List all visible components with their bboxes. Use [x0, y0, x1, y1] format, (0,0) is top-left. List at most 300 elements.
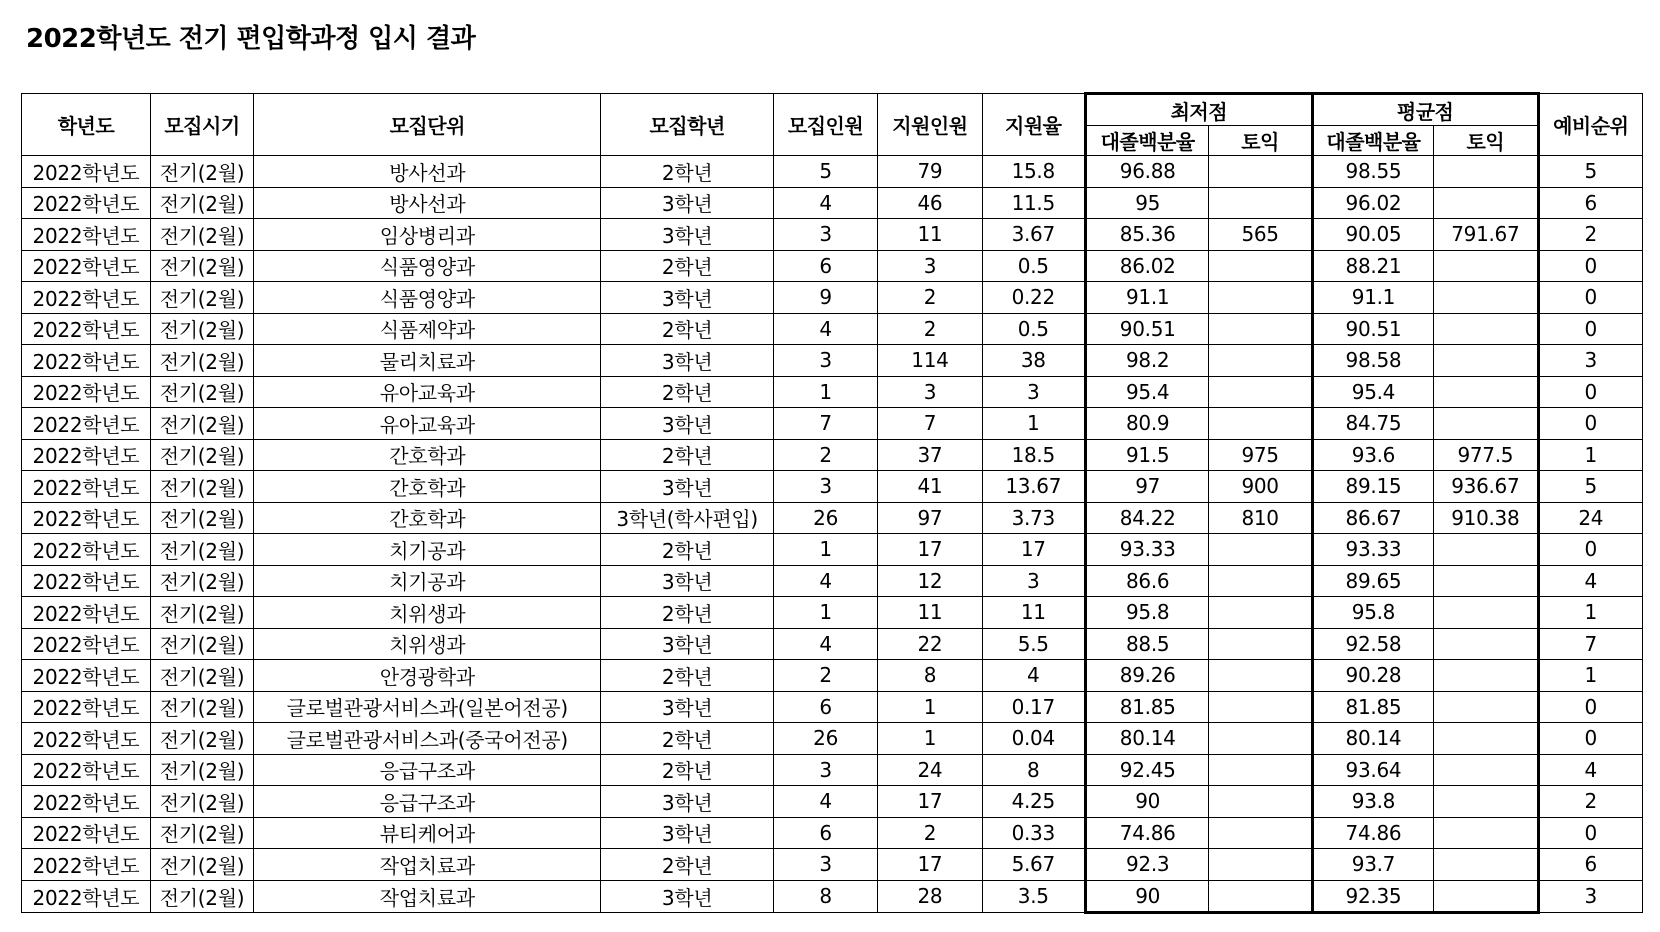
cell-reserve: 0	[1538, 250, 1643, 282]
table-row	[22, 282, 1643, 314]
cell-grade: 3학년	[601, 219, 774, 251]
cell-period: 전기(2월)	[150, 628, 253, 660]
cell-avg-toeic	[1434, 786, 1538, 818]
cell-quota: 4	[773, 628, 877, 660]
cell-grade: 2학년	[601, 723, 774, 755]
cell-min-gpa: 91.1	[1085, 282, 1209, 314]
cell-year: 2022학년도	[22, 376, 151, 408]
cell-quota: 4	[773, 187, 877, 219]
cell-min-gpa: 95.8	[1085, 597, 1209, 629]
cell-avg-toeic	[1434, 313, 1538, 345]
header-avg-score: 평균점	[1312, 94, 1538, 126]
cell-applicants: 2	[878, 282, 982, 314]
cell-min-toeic	[1209, 250, 1312, 282]
cell-applicants: 37	[878, 439, 982, 471]
cell-min-toeic: 900	[1209, 471, 1312, 503]
header-period: 모집시기	[150, 94, 253, 156]
table-row	[22, 534, 1643, 566]
cell-avg-gpa: 93.64	[1312, 754, 1433, 786]
cell-unit: 식품제약과	[254, 313, 601, 345]
cell-unit: 식품영양과	[254, 250, 601, 282]
cell-rate: 8	[982, 754, 1085, 786]
cell-grade: 3학년	[601, 565, 774, 597]
cell-year: 2022학년도	[22, 502, 151, 534]
cell-applicants: 17	[878, 534, 982, 566]
cell-rate: 4	[982, 660, 1085, 692]
cell-unit: 작업치료과	[254, 849, 601, 881]
cell-grade: 3학년	[601, 187, 774, 219]
cell-min-gpa: 96.88	[1085, 156, 1209, 188]
cell-applicants: 1	[878, 723, 982, 755]
cell-reserve: 0	[1538, 313, 1643, 345]
cell-period: 전기(2월)	[150, 817, 253, 849]
cell-min-toeic	[1209, 880, 1312, 913]
table-row	[22, 754, 1643, 786]
cell-unit: 식품영양과	[254, 282, 601, 314]
cell-avg-gpa: 90.51	[1312, 313, 1433, 345]
cell-min-gpa: 86.02	[1085, 250, 1209, 282]
cell-rate: 0.5	[982, 250, 1085, 282]
table-row	[22, 345, 1643, 377]
cell-grade: 2학년	[601, 849, 774, 881]
cell-quota: 3	[773, 849, 877, 881]
cell-grade: 2학년	[601, 313, 774, 345]
cell-min-toeic	[1209, 723, 1312, 755]
header-grade: 모집학년	[601, 94, 774, 156]
cell-avg-toeic	[1434, 880, 1538, 913]
cell-reserve: 7	[1538, 628, 1643, 660]
cell-applicants: 79	[878, 156, 982, 188]
cell-reserve: 3	[1538, 345, 1643, 377]
cell-avg-gpa: 91.1	[1312, 282, 1433, 314]
cell-rate: 13.67	[982, 471, 1085, 503]
cell-avg-toeic: 910.38	[1434, 502, 1538, 534]
cell-min-gpa: 90	[1085, 880, 1209, 913]
cell-avg-toeic	[1434, 597, 1538, 629]
cell-avg-gpa: 95.8	[1312, 597, 1433, 629]
cell-avg-toeic	[1434, 565, 1538, 597]
table-row	[22, 660, 1643, 692]
cell-grade: 2학년	[601, 534, 774, 566]
cell-applicants: 8	[878, 660, 982, 692]
cell-period: 전기(2월)	[150, 471, 253, 503]
cell-avg-gpa: 81.85	[1312, 691, 1433, 723]
cell-avg-toeic	[1434, 723, 1538, 755]
cell-min-toeic	[1209, 691, 1312, 723]
cell-period: 전기(2월)	[150, 880, 253, 913]
cell-rate: 4.25	[982, 786, 1085, 818]
cell-min-gpa: 84.22	[1085, 502, 1209, 534]
cell-reserve: 3	[1538, 880, 1643, 913]
cell-quota: 4	[773, 313, 877, 345]
cell-unit: 작업치료과	[254, 880, 601, 913]
table-row	[22, 849, 1643, 881]
cell-reserve: 1	[1538, 660, 1643, 692]
cell-rate: 0.5	[982, 313, 1085, 345]
cell-avg-toeic	[1434, 187, 1538, 219]
cell-year: 2022학년도	[22, 786, 151, 818]
cell-min-gpa: 98.2	[1085, 345, 1209, 377]
cell-grade: 3학년	[601, 786, 774, 818]
cell-period: 전기(2월)	[150, 250, 253, 282]
cell-min-toeic	[1209, 660, 1312, 692]
cell-avg-toeic	[1434, 754, 1538, 786]
cell-min-toeic	[1209, 187, 1312, 219]
table-row	[22, 408, 1643, 440]
cell-applicants: 28	[878, 880, 982, 913]
cell-min-gpa: 80.9	[1085, 408, 1209, 440]
table-row	[22, 250, 1643, 282]
cell-year: 2022학년도	[22, 187, 151, 219]
cell-avg-toeic: 791.67	[1434, 219, 1538, 251]
table-body	[22, 156, 1643, 913]
cell-min-gpa: 95.4	[1085, 376, 1209, 408]
cell-reserve: 1	[1538, 597, 1643, 629]
cell-rate: 3	[982, 565, 1085, 597]
cell-applicants: 17	[878, 786, 982, 818]
cell-period: 전기(2월)	[150, 156, 253, 188]
table-row	[22, 471, 1643, 503]
cell-unit: 임상병리과	[254, 219, 601, 251]
page-title: 2022학년도 전기 편입학과정 입시 결과	[26, 24, 476, 54]
cell-min-gpa: 91.5	[1085, 439, 1209, 471]
cell-year: 2022학년도	[22, 817, 151, 849]
cell-period: 전기(2월)	[150, 187, 253, 219]
table-row	[22, 565, 1643, 597]
cell-avg-gpa: 86.67	[1312, 502, 1433, 534]
cell-applicants: 114	[878, 345, 982, 377]
cell-min-gpa: 90	[1085, 786, 1209, 818]
cell-min-toeic	[1209, 408, 1312, 440]
cell-quota: 26	[773, 502, 877, 534]
cell-grade: 3학년	[601, 691, 774, 723]
cell-avg-gpa: 93.8	[1312, 786, 1433, 818]
table-row	[22, 502, 1643, 534]
cell-reserve: 4	[1538, 565, 1643, 597]
cell-reserve: 5	[1538, 156, 1643, 188]
cell-grade: 2학년	[601, 660, 774, 692]
header-unit: 모집단위	[254, 94, 601, 156]
cell-reserve: 5	[1538, 471, 1643, 503]
cell-quota: 1	[773, 534, 877, 566]
cell-avg-gpa: 93.7	[1312, 849, 1433, 881]
cell-rate: 3.73	[982, 502, 1085, 534]
cell-unit: 간호학과	[254, 502, 601, 534]
table-row	[22, 313, 1643, 345]
cell-period: 전기(2월)	[150, 849, 253, 881]
cell-year: 2022학년도	[22, 660, 151, 692]
header-rate: 지원율	[982, 94, 1085, 156]
cell-grade: 3학년	[601, 880, 774, 913]
cell-min-toeic	[1209, 817, 1312, 849]
cell-reserve: 2	[1538, 786, 1643, 818]
cell-reserve: 1	[1538, 439, 1643, 471]
cell-avg-gpa: 80.14	[1312, 723, 1433, 755]
cell-reserve: 4	[1538, 754, 1643, 786]
cell-applicants: 97	[878, 502, 982, 534]
cell-quota: 7	[773, 408, 877, 440]
cell-period: 전기(2월)	[150, 439, 253, 471]
cell-year: 2022학년도	[22, 849, 151, 881]
cell-quota: 1	[773, 597, 877, 629]
cell-period: 전기(2월)	[150, 408, 253, 440]
cell-period: 전기(2월)	[150, 345, 253, 377]
cell-quota: 6	[773, 250, 877, 282]
cell-unit: 치위생과	[254, 628, 601, 660]
cell-year: 2022학년도	[22, 754, 151, 786]
cell-applicants: 7	[878, 408, 982, 440]
cell-period: 전기(2월)	[150, 376, 253, 408]
cell-avg-gpa: 92.35	[1312, 880, 1433, 913]
cell-period: 전기(2월)	[150, 754, 253, 786]
cell-reserve: 24	[1538, 502, 1643, 534]
cell-rate: 5.67	[982, 849, 1085, 881]
cell-period: 전기(2월)	[150, 313, 253, 345]
table-row	[22, 187, 1643, 219]
cell-quota: 4	[773, 565, 877, 597]
cell-period: 전기(2월)	[150, 786, 253, 818]
table-row	[22, 597, 1643, 629]
cell-min-toeic	[1209, 565, 1312, 597]
header-avg-gpa: 대졸백분율	[1312, 126, 1433, 156]
cell-rate: 0.33	[982, 817, 1085, 849]
cell-unit: 간호학과	[254, 471, 601, 503]
cell-avg-toeic	[1434, 376, 1538, 408]
cell-grade: 3학년(학사편입)	[601, 502, 774, 534]
cell-unit: 글로벌관광서비스과(일본어전공)	[254, 691, 601, 723]
table-row	[22, 880, 1643, 913]
cell-period: 전기(2월)	[150, 723, 253, 755]
cell-avg-gpa: 84.75	[1312, 408, 1433, 440]
cell-applicants: 24	[878, 754, 982, 786]
cell-applicants: 17	[878, 849, 982, 881]
cell-avg-toeic: 977.5	[1434, 439, 1538, 471]
cell-min-toeic	[1209, 534, 1312, 566]
cell-applicants: 12	[878, 565, 982, 597]
cell-rate: 17	[982, 534, 1085, 566]
cell-grade: 2학년	[601, 250, 774, 282]
table-row	[22, 156, 1643, 188]
cell-applicants: 3	[878, 376, 982, 408]
cell-rate: 0.22	[982, 282, 1085, 314]
cell-period: 전기(2월)	[150, 534, 253, 566]
cell-reserve: 0	[1538, 723, 1643, 755]
cell-min-gpa: 93.33	[1085, 534, 1209, 566]
cell-grade: 2학년	[601, 597, 774, 629]
cell-quota: 3	[773, 345, 877, 377]
cell-avg-toeic	[1434, 282, 1538, 314]
cell-min-gpa: 97	[1085, 471, 1209, 503]
cell-avg-gpa: 89.65	[1312, 565, 1433, 597]
cell-year: 2022학년도	[22, 691, 151, 723]
cell-min-gpa: 85.36	[1085, 219, 1209, 251]
cell-year: 2022학년도	[22, 628, 151, 660]
cell-avg-toeic: 936.67	[1434, 471, 1538, 503]
cell-quota: 4	[773, 786, 877, 818]
cell-year: 2022학년도	[22, 345, 151, 377]
cell-unit: 안경광학과	[254, 660, 601, 692]
cell-avg-gpa: 90.28	[1312, 660, 1433, 692]
cell-reserve: 6	[1538, 187, 1643, 219]
cell-grade: 2학년	[601, 439, 774, 471]
cell-avg-gpa: 92.58	[1312, 628, 1433, 660]
cell-year: 2022학년도	[22, 219, 151, 251]
cell-grade: 2학년	[601, 156, 774, 188]
cell-unit: 유아교육과	[254, 408, 601, 440]
cell-min-gpa: 86.6	[1085, 565, 1209, 597]
cell-year: 2022학년도	[22, 439, 151, 471]
cell-unit: 뷰티케어과	[254, 817, 601, 849]
header-quota: 모집인원	[773, 94, 877, 156]
cell-rate: 0.04	[982, 723, 1085, 755]
cell-period: 전기(2월)	[150, 660, 253, 692]
cell-reserve: 0	[1538, 408, 1643, 440]
admission-results-table	[21, 92, 1643, 914]
cell-applicants: 11	[878, 597, 982, 629]
cell-avg-toeic	[1434, 250, 1538, 282]
cell-avg-gpa: 90.05	[1312, 219, 1433, 251]
header-min-score: 최저점	[1085, 94, 1312, 126]
cell-period: 전기(2월)	[150, 597, 253, 629]
header-year: 학년도	[22, 94, 151, 156]
cell-year: 2022학년도	[22, 156, 151, 188]
cell-quota: 6	[773, 691, 877, 723]
cell-min-gpa: 92.3	[1085, 849, 1209, 881]
cell-avg-toeic	[1434, 691, 1538, 723]
cell-period: 전기(2월)	[150, 691, 253, 723]
cell-avg-toeic	[1434, 817, 1538, 849]
cell-reserve: 0	[1538, 376, 1643, 408]
cell-min-gpa: 80.14	[1085, 723, 1209, 755]
table-row	[22, 439, 1643, 471]
cell-unit: 물리치료과	[254, 345, 601, 377]
cell-applicants: 41	[878, 471, 982, 503]
cell-rate: 5.5	[982, 628, 1085, 660]
header-min-toeic: 토익	[1209, 126, 1312, 156]
table-row	[22, 219, 1643, 251]
cell-period: 전기(2월)	[150, 502, 253, 534]
cell-min-toeic	[1209, 313, 1312, 345]
cell-applicants: 3	[878, 250, 982, 282]
cell-unit: 치기공과	[254, 565, 601, 597]
cell-unit: 치위생과	[254, 597, 601, 629]
cell-avg-gpa: 96.02	[1312, 187, 1433, 219]
cell-year: 2022학년도	[22, 250, 151, 282]
cell-grade: 2학년	[601, 376, 774, 408]
cell-avg-gpa: 93.33	[1312, 534, 1433, 566]
table-row	[22, 376, 1643, 408]
table-row	[22, 786, 1643, 818]
cell-applicants: 1	[878, 691, 982, 723]
cell-unit: 응급구조과	[254, 786, 601, 818]
cell-min-gpa: 92.45	[1085, 754, 1209, 786]
cell-min-toeic: 565	[1209, 219, 1312, 251]
cell-min-toeic: 975	[1209, 439, 1312, 471]
cell-avg-gpa: 89.15	[1312, 471, 1433, 503]
cell-min-toeic	[1209, 628, 1312, 660]
cell-unit: 응급구조과	[254, 754, 601, 786]
cell-rate: 18.5	[982, 439, 1085, 471]
cell-unit: 유아교육과	[254, 376, 601, 408]
cell-quota: 8	[773, 880, 877, 913]
header-min-gpa: 대졸백분율	[1085, 126, 1209, 156]
cell-avg-gpa: 93.6	[1312, 439, 1433, 471]
table-row	[22, 628, 1643, 660]
table-row	[22, 691, 1643, 723]
cell-rate: 3.67	[982, 219, 1085, 251]
cell-rate: 38	[982, 345, 1085, 377]
cell-avg-toeic	[1434, 849, 1538, 881]
cell-quota: 2	[773, 439, 877, 471]
cell-grade: 3학년	[601, 628, 774, 660]
cell-applicants: 22	[878, 628, 982, 660]
cell-quota: 6	[773, 817, 877, 849]
cell-grade: 3학년	[601, 471, 774, 503]
cell-rate: 1	[982, 408, 1085, 440]
cell-min-toeic	[1209, 282, 1312, 314]
cell-year: 2022학년도	[22, 313, 151, 345]
cell-avg-gpa: 74.86	[1312, 817, 1433, 849]
header-avg-toeic: 토익	[1434, 126, 1538, 156]
cell-quota: 3	[773, 219, 877, 251]
cell-reserve: 0	[1538, 817, 1643, 849]
cell-avg-toeic	[1434, 408, 1538, 440]
cell-min-gpa: 89.26	[1085, 660, 1209, 692]
cell-avg-toeic	[1434, 345, 1538, 377]
cell-year: 2022학년도	[22, 880, 151, 913]
cell-rate: 3	[982, 376, 1085, 408]
cell-quota: 5	[773, 156, 877, 188]
cell-quota: 9	[773, 282, 877, 314]
cell-rate: 11	[982, 597, 1085, 629]
table-row	[22, 817, 1643, 849]
cell-avg-gpa: 95.4	[1312, 376, 1433, 408]
cell-reserve: 0	[1538, 691, 1643, 723]
cell-unit: 치기공과	[254, 534, 601, 566]
cell-rate: 0.17	[982, 691, 1085, 723]
header-applicants: 지원인원	[878, 94, 982, 156]
cell-avg-gpa: 88.21	[1312, 250, 1433, 282]
cell-avg-gpa: 98.55	[1312, 156, 1433, 188]
cell-quota: 26	[773, 723, 877, 755]
cell-period: 전기(2월)	[150, 219, 253, 251]
cell-avg-toeic	[1434, 628, 1538, 660]
cell-unit: 방사선과	[254, 187, 601, 219]
cell-applicants: 2	[878, 817, 982, 849]
table-row	[22, 723, 1643, 755]
cell-quota: 3	[773, 471, 877, 503]
cell-avg-toeic	[1434, 534, 1538, 566]
cell-min-toeic	[1209, 597, 1312, 629]
cell-grade: 3학년	[601, 345, 774, 377]
cell-period: 전기(2월)	[150, 565, 253, 597]
cell-period: 전기(2월)	[150, 282, 253, 314]
cell-year: 2022학년도	[22, 723, 151, 755]
cell-min-gpa: 74.86	[1085, 817, 1209, 849]
header-reserve: 예비순위	[1538, 94, 1643, 156]
cell-applicants: 2	[878, 313, 982, 345]
cell-min-gpa: 88.5	[1085, 628, 1209, 660]
cell-applicants: 11	[878, 219, 982, 251]
cell-rate: 15.8	[982, 156, 1085, 188]
cell-reserve: 2	[1538, 219, 1643, 251]
cell-reserve: 0	[1538, 282, 1643, 314]
cell-min-toeic: 810	[1209, 502, 1312, 534]
cell-avg-toeic	[1434, 660, 1538, 692]
cell-min-gpa: 90.51	[1085, 313, 1209, 345]
cell-year: 2022학년도	[22, 597, 151, 629]
cell-min-toeic	[1209, 786, 1312, 818]
